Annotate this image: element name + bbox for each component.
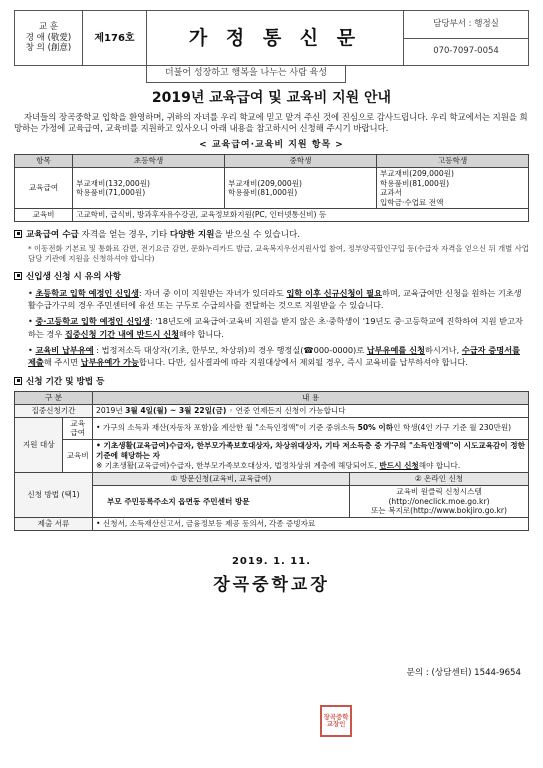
- section-bullet-icon: [14, 377, 22, 385]
- bullet-text: : 자녀 중 이미 지원받는 자녀가 있더라도: [138, 287, 287, 298]
- cell-line: 입학금·수업료 전액: [379, 197, 444, 207]
- edu-cost-note-text: ※ 기초생활(교육급여)수급자, 한부모가족보호대상자, 법정차상위 계층에 해당되어도,: [96, 460, 380, 470]
- document-title: 2019년 교육급여 및 교육비 지원 안내: [151, 89, 392, 106]
- online-cell: [350, 485, 529, 518]
- bullet-emphasis: 입학 이후 신규신청이 필요: [286, 287, 382, 298]
- table-row: [15, 404, 529, 417]
- edu-cost-text: 기초생활(교육급여)수급자, 한부모가족보호대상자, 차상위대상자, 기타 저소득층 중 가구의 "소득인정액"이 시도교육감이 정한 기준에 해당하는 자: [96, 441, 525, 461]
- row-label-docs: 제출 서류: [15, 518, 93, 531]
- section-bullet-icon: [14, 230, 22, 238]
- col-header-category: 구 분: [15, 391, 93, 404]
- intro-paragraph: 자녀들의 장곡중학교 입학을 환영하며, 귀하의 자녀를 우리 학교에 믿고 맡겨 주신 것에 진심으로 감사드립니다. 우리 학교에서는 지원을 희망하는 가정에 교육급여, 교육비를 지원하고 있사오니 아래 내용을 참고하시어 신청해 주시기 바랍니다.: [14, 111, 528, 134]
- bullet-head: 중·고등학교 입학 예정인 신입생: [35, 316, 150, 327]
- header-table: [14, 10, 529, 66]
- support-items-table: [14, 154, 529, 221]
- support-table-heading: < 교육급여·교육비 지원 항목 >: [199, 139, 344, 150]
- issue-number: 제176호: [83, 11, 147, 65]
- section-bullet-icon: [14, 272, 22, 280]
- cell-period: [93, 404, 529, 417]
- sec1-text-end: 을 받으실 수 있습니다.: [214, 229, 301, 240]
- table-row: [15, 485, 529, 518]
- table-header-row: [15, 391, 529, 404]
- bullet-text: 해 주시면: [43, 357, 81, 368]
- cell-line: 학용품비(81,000원): [227, 188, 298, 198]
- period-pre: 2019년: [96, 405, 126, 415]
- bullet-emphasis: 집중신청 기간 내에 반드시 신청: [64, 328, 180, 339]
- cell-edu-cost: [93, 440, 529, 473]
- col-header-high: 고등학생: [376, 155, 528, 168]
- benefit-text: 가구의 소득과 재산(자동차 포함)을 계산한 월 "소득인정액"이 기준 중위소득: [102, 423, 358, 433]
- bullet-text: : 법정저소득 대상자(기초, 한부모, 차상위)의 경우 행정실(☎000-0000)로: [93, 345, 367, 356]
- list-item: • 교육비 납부유예 : 법정저소득 대상자(기초, 한부모, 차상위)의 경우 행정실(☎000-0000)로 납부유예를 신청하시거나, 수급자 증명서를 제출해 주시면 납부유예가 가능합니다. 다만, 심사결과에 따라 지원대상에서 제외될 경우, 즉시 교육비를 납부하셔야 합니다.: [28, 345, 521, 368]
- cell-middle: [224, 168, 376, 209]
- table-row: [15, 518, 529, 531]
- visit-text: 부모 주민등록주소지 읍면동 주민센터 방문: [93, 485, 350, 518]
- cell-line: 부교재비(132,000원): [76, 178, 151, 188]
- docs-text: 신청서, 소득재산신고서, 금융정보등 제공 동의서, 각종 증빙자료: [102, 519, 316, 529]
- edu-cost-line: • 기초생활(교육급여)수급자, 한부모가족보호대상자, 차상위대상자, 기타 저소득층 중 가구의 "소득인정액"이 시도교육감이 정한 기준에 해당하는 자: [96, 441, 525, 461]
- bullet-text: 하며, 교육급여만 신청을 원하는 기초생활수급가구의 경우 주민센터에 유선 또는 구두로 수급의사를 전달하는 것으로 지원받을 수 있습니다.: [28, 287, 522, 311]
- department-phone: 070-7097-0054: [433, 46, 499, 57]
- contact-info: 문의 : (상담센터) 1544-9654: [406, 668, 521, 678]
- visit-head: ① 방문신청(교육비, 교육급여): [93, 472, 350, 485]
- cell-line: 부교재비(209,000원): [379, 169, 454, 179]
- bullet-text: 하시거나,: [424, 345, 462, 356]
- bullet-head: 교육비 납부유예: [35, 345, 94, 356]
- table-row: [15, 472, 529, 485]
- sec1-bold: 교육급여 수급: [26, 229, 79, 240]
- department-info: [404, 11, 528, 65]
- sec2-title: 신입생 신청 시 유의 사항: [26, 271, 121, 282]
- table-row: [15, 440, 529, 473]
- section-application: [14, 377, 529, 388]
- period-post: ◦ 연중 언제든지 신청이 가능합니다: [226, 405, 346, 415]
- online-line: 교육비 원클릭 신청시스템: [396, 486, 482, 496]
- application-table: [14, 391, 529, 531]
- table-row: [15, 168, 529, 209]
- online-link-bokjiro: 또는 복지로(http://www.bokjiro.go.kr): [371, 506, 507, 516]
- department-name: 담당부서 : 행정실: [404, 11, 528, 39]
- cell-line: 학용품비(71,000원): [76, 188, 146, 198]
- bullet-text: 해야 합니다.: [179, 328, 224, 339]
- bullet-emphasis: 수급자 증명서를 제출: [28, 345, 521, 368]
- cell-edu-cost: 고교학비, 급식비, 방과후자유수강권, 교육정보화지원(PC, 인터넷통신비) 등: [73, 209, 529, 221]
- table-row: [15, 417, 529, 440]
- section-benefit-info: [14, 230, 529, 264]
- list-item: • 초등학교 입학 예정인 신입생: 자녀 중 이미 지원받는 자녀가 있더라도 입학 이후 신규신청이 필요하며, 교육급여만 신청을 원하는 기초생활수급가구의 경우 주민센터에 유선 또는 구두로 수급의사를 전달하는 것으로 지원받을 수 있습니다.: [28, 287, 522, 311]
- bullet-head: 초등학교 입학 예정인 신입생: [35, 287, 139, 298]
- col-header-middle: 중학생: [224, 155, 376, 168]
- cell-high: [376, 168, 528, 209]
- table-row: [15, 209, 529, 221]
- online-head: ② 온라인 신청: [350, 472, 529, 485]
- row-label-edu-benefit: 교육급여: [15, 168, 73, 209]
- sub-label-edu-cost: 교육비: [63, 440, 93, 473]
- newsletter-title: 가 정 통 신 문: [147, 11, 404, 65]
- school-slogan: 더불어 성장하고 행복을 나누는 사람 육성: [146, 66, 346, 83]
- bullet-emphasis: 납부유예를 신청: [366, 345, 425, 356]
- edu-cost-note: [96, 461, 525, 471]
- cell-edu-benefit: • 가구의 소득과 재산(자동차 포함)을 계산한 월 "소득인정액"이 기준 중위소득 50% 이하인 학생(4인 가구 기준 월 230만원): [93, 417, 529, 440]
- sec1-note: * 이동전화 기본료 및 통화료 감면, 전기요금 감면, 문화누리카드 발급, 교육복지우선지원사업 참여, 정부양곡할인구입 등(수급자 자격을 얻으신 뒤 개별 사업 담당 기관에 지원을 신청하셔야 합니다): [28, 243, 529, 263]
- edu-cost-note-end: 해야 합니다.: [418, 460, 461, 470]
- school-name: 장곡중학교장: [213, 575, 330, 596]
- period-dates: 3월 4일(월) ~ 3월 22일(금): [125, 405, 227, 415]
- section-freshman-notice: [14, 272, 529, 369]
- issue-date: 2019. 1. 11.: [231, 556, 312, 568]
- cell-docs: • 신청서, 소득재산신고서, 금융정보등 제공 동의서, 각종 증빙자료: [93, 518, 529, 531]
- bullet-text: : '18년도에 교육급여·교육비 지원을 받지 않은 초·중학생이 '19년도 중·고등학교에 진학하여 지원 받고자 하는 경우: [28, 316, 523, 339]
- bullet-text: 합니다. 다만, 심사결과에 따라 지원대상에서 제외될 경우, 즉시 교육비를 납부하셔야 합니다.: [138, 357, 468, 368]
- row-label-method: 신청 방법 (택1): [15, 472, 93, 517]
- benefit-text-end: 인 학생(4인 가구 기준 월 230만원): [393, 423, 512, 433]
- cell-line: 교과서: [379, 188, 402, 198]
- sec1-text: 자격을 얻는 경우, 기타: [78, 229, 170, 240]
- col-header-item: 항목: [15, 155, 73, 168]
- motto-line-2: 창 의 (創意): [25, 43, 72, 54]
- cell-line: 학용품비(81,000원): [379, 178, 450, 188]
- school-motto: [15, 11, 83, 65]
- col-header-content: 내 용: [93, 391, 529, 404]
- online-link-oneclick: (http://oneclick.moe.go.kr): [388, 496, 490, 506]
- cell-line: 부교재비(209,000원): [227, 178, 302, 188]
- cell-elementary: [73, 168, 225, 209]
- bullet-emphasis: 납부유예가 가능: [80, 357, 139, 368]
- table-header-row: [15, 155, 529, 168]
- benefit-bold: 50% 이하: [357, 423, 394, 433]
- motto-label: 교 훈: [38, 22, 59, 33]
- edu-cost-note-bold: 반드시 신청: [379, 460, 419, 470]
- motto-line-1: 경 애 (敬愛): [25, 32, 72, 43]
- row-label-period: 집중신청기간: [15, 404, 93, 417]
- row-label-target: 지원 대상: [15, 417, 63, 472]
- sec3-title: 신청 기간 및 방법 등: [26, 376, 105, 387]
- col-header-elementary: 초등학생: [73, 155, 225, 168]
- list-item: • 중·고등학교 입학 예정인 신입생: '18년도에 교육급여·교육비 지원을 받지 않은 초·중학생이 '19년도 중·고등학교에 진학하여 지원 받고자 하는 경우 집중신청 기간 내에 반드시 신청해야 합니다.: [28, 316, 523, 339]
- row-label-edu-cost: 교육비: [15, 209, 73, 221]
- sub-label-edu-benefit: 교육 급여: [63, 417, 93, 440]
- sec1-bold-2: 다양한 지원: [169, 229, 215, 240]
- official-seal-icon: 장곡중학교장인: [320, 705, 352, 737]
